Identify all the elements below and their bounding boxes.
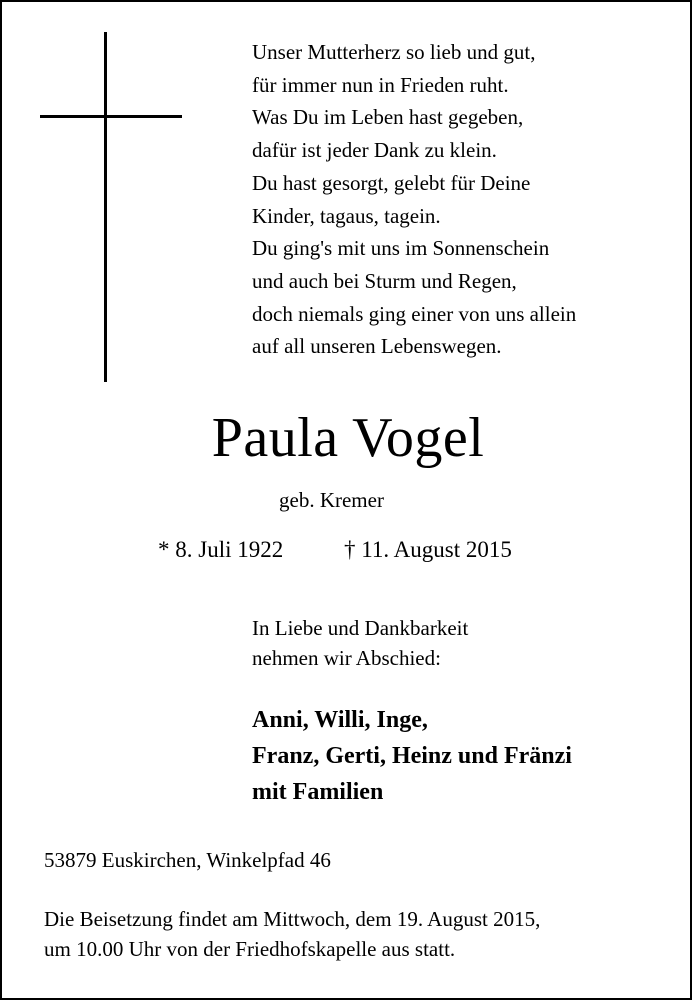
farewell-line: In Liebe und Dankbarkeit	[252, 616, 469, 640]
poem-line: Unser Mutterherz so lieb und gut,	[252, 40, 536, 64]
funeral-line: um 10.00 Uhr von der Friedhofskapelle aus statt.	[44, 937, 456, 961]
death-date: † 11. August 2015	[344, 537, 512, 562]
poem-line: auf all unseren Lebenswegen.	[252, 334, 502, 359]
mourners-list	[252, 702, 572, 810]
mourners-line: Anni, Willi, Inge,	[252, 707, 428, 733]
cross-icon	[40, 32, 182, 382]
poem-line: Kinder, tagaus, tagein.	[252, 203, 441, 228]
poem-line: Du hast gesorgt, gelebt für Deine	[252, 170, 531, 195]
poem-line: Was Du im Leben hast gegeben,	[252, 105, 524, 130]
poem-line: für immer nun in Frieden ruht.	[252, 72, 509, 97]
poem-line: doch niemals ging einer von uns allein	[252, 301, 577, 326]
poem-line: dafür ist jeder Dank zu klein.	[252, 138, 497, 163]
poem-line: und auch bei Sturm und Regen,	[252, 268, 517, 293]
maiden-name: geb. Kremer	[279, 488, 384, 512]
poem-line: Du ging's mit uns im Sonnenschein	[252, 236, 550, 261]
mourners-line: mit Familien	[252, 779, 384, 805]
cross-vertical-bar	[104, 32, 107, 382]
farewell-text	[252, 613, 468, 673]
address: 53879 Euskirchen, Winkelpfad 46	[44, 848, 331, 872]
birth-date: * 8. Juli 1922	[158, 537, 284, 562]
farewell-line: nehmen wir Abschied:	[252, 646, 441, 670]
deceased-name: Paula Vogel	[211, 407, 485, 469]
funeral-info	[44, 904, 540, 964]
cross-horizontal-bar	[40, 115, 182, 118]
mourners-line: Franz, Gerti, Heinz und Fränzi	[252, 743, 572, 769]
funeral-line: Die Beisetzung findet am Mittwoch, dem 19. August 2015,	[44, 907, 541, 931]
poem	[252, 36, 576, 363]
